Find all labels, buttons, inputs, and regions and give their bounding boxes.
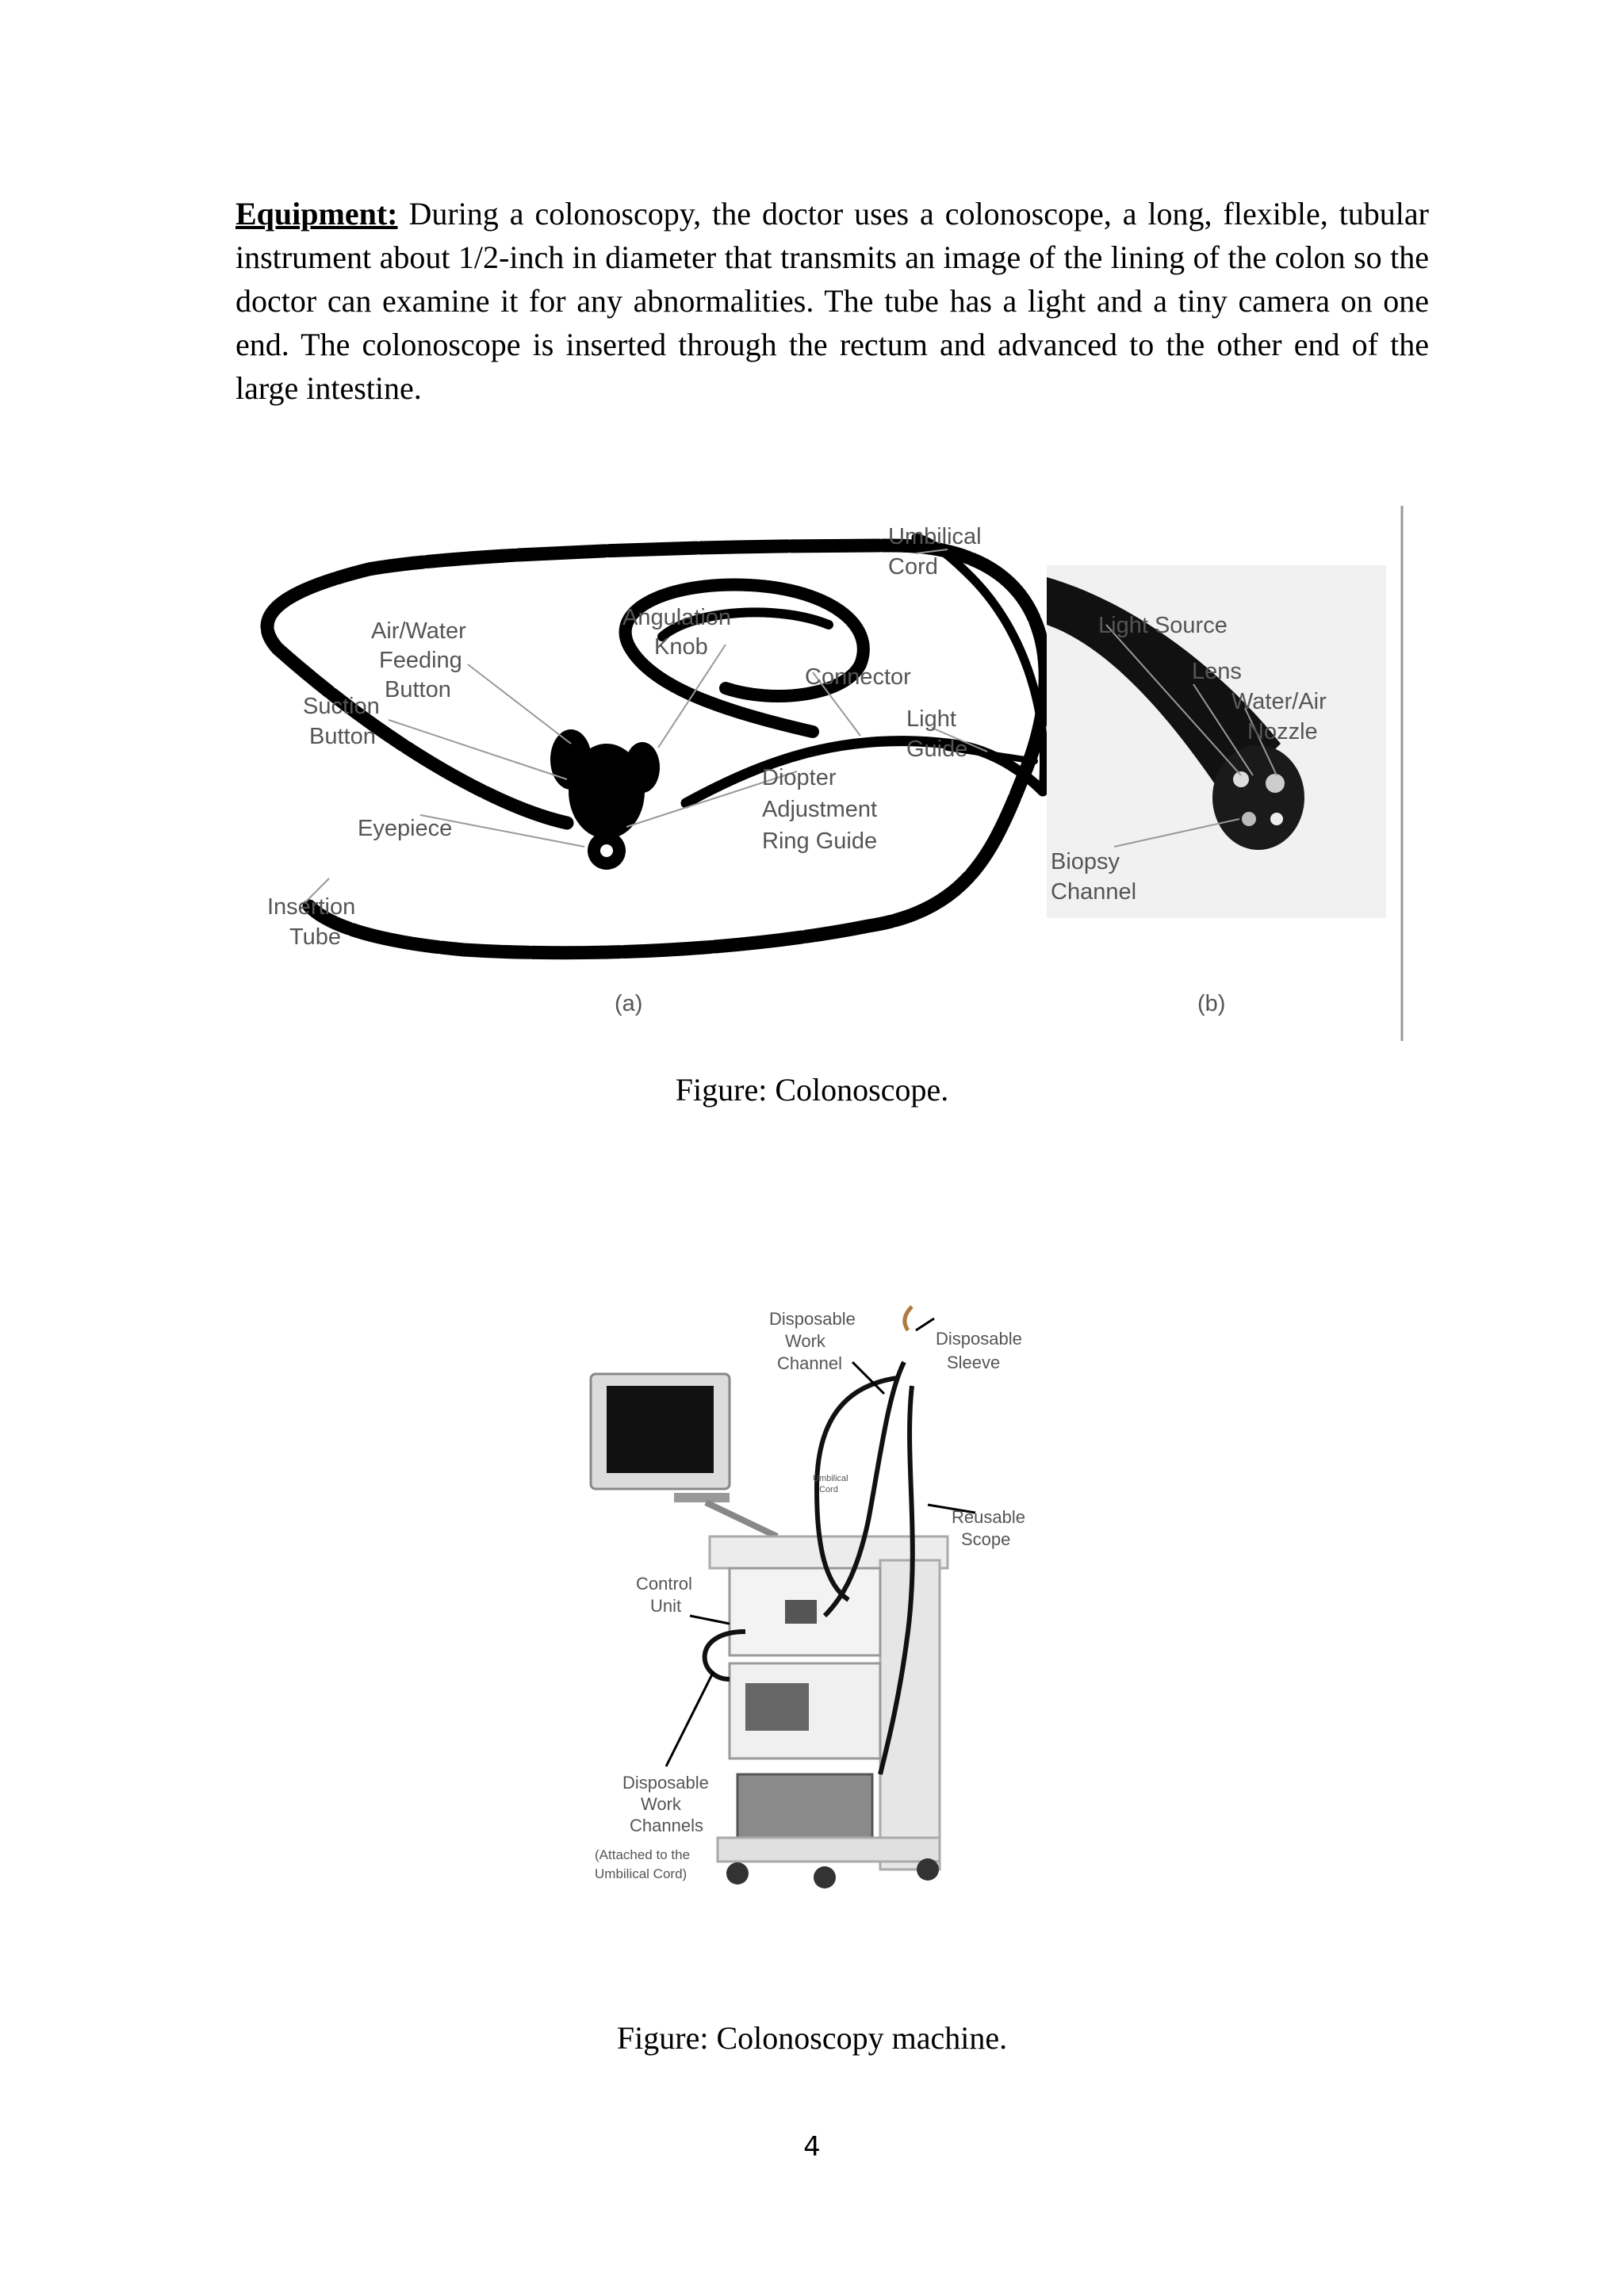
figure1-caption: Figure: Colonoscope. (675, 1072, 949, 1108)
label-angulation-knob: Angulation Knob (622, 605, 732, 660)
label-insertion-tube: Insertion Tube (267, 894, 356, 950)
label-attached-umbilical: (Attached to the Umbilical Cord) (595, 1847, 691, 1881)
colonoscope-figure (258, 506, 1408, 1045)
label-disposable-work-channel: Disposable Work Channel (769, 1309, 856, 1373)
monitor-screen (607, 1386, 714, 1473)
page-number: 4 (803, 2131, 821, 2163)
label-umbilical-cord: Umbilical Cord (813, 1474, 848, 1494)
label-water-air-nozzle: Water/Air Nozzle (1231, 689, 1327, 744)
printer (737, 1774, 872, 1838)
label-umbilical-cord: Umbilical Cord (888, 524, 982, 580)
paragraph-body: During a colonoscopy, the doctor uses a colonoscope, a long, flexible, tubular instrument about 1/2-inch in diameter that transmits an image of the lining of the colon so the doctor can examine it for any abnormalities. The tube has a light and a tiny camera on one end. The colonoscope is inserted through the rectum and advanced to the other end of the large intestine. (236, 196, 1429, 406)
label-disposable-work-channels: Disposable Work Channels (622, 1773, 709, 1835)
label-light-source: Light Source (1098, 613, 1228, 638)
label-suction-button: Suction Button (303, 694, 380, 749)
colonoscopy-machine-diagram (587, 1299, 1031, 1917)
cart-base (718, 1838, 940, 1862)
label-air-water-button: Air/Water Feeding Button (371, 618, 466, 702)
control-head (550, 729, 660, 870)
label-reusable-scope: Reusable Scope (952, 1507, 1025, 1549)
paragraph-heading: Equipment: (236, 196, 398, 232)
colonoscope-diagram (258, 506, 1408, 1045)
colonoscopy-machine-figure (587, 1299, 1031, 1917)
label-diopter-ring: Diopter Adjustment Ring Guide (762, 765, 878, 854)
label-light-guide: Light Guide (906, 706, 968, 762)
label-connector: Connector (805, 664, 911, 690)
panel-a-tag: (a) (615, 991, 643, 1016)
label-eyepiece: Eyepiece (358, 816, 453, 841)
figure2-caption: Figure: Colonoscopy machine. (616, 2020, 1008, 2056)
panel-b-tag: (b) (1197, 991, 1226, 1016)
label-disposable-sleeve: Disposable Sleeve (936, 1329, 1022, 1372)
label-control-unit: Control Unit (636, 1574, 692, 1616)
scope-tip-face (1212, 745, 1304, 850)
label-biopsy-channel: Biopsy Channel (1051, 849, 1137, 905)
label-lens: Lens (1192, 659, 1242, 684)
equipment-paragraph (236, 192, 1429, 410)
